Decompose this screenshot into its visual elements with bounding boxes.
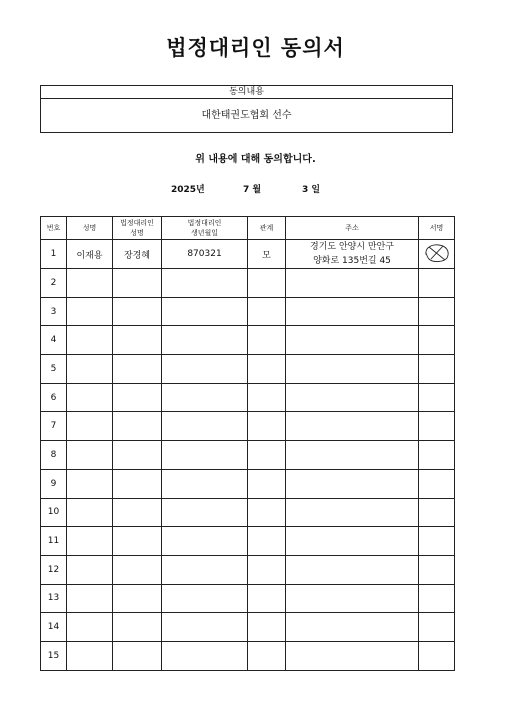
row-address [286, 355, 419, 384]
row-guardian-birth [162, 441, 248, 470]
row-name [67, 412, 113, 441]
row-number: 13 [41, 584, 67, 613]
table-row [41, 412, 455, 441]
table-row [41, 641, 455, 670]
row-number: 3 [41, 297, 67, 326]
header-no: 번호 [41, 217, 67, 240]
row-number: 8 [41, 441, 67, 470]
header-guardian-name-line2: 성명 [130, 229, 144, 237]
table-row [41, 441, 455, 470]
row-address [286, 613, 419, 642]
row-signature [419, 527, 455, 556]
row-guardian-birth [162, 297, 248, 326]
row-address [286, 555, 419, 584]
row-number: 15 [41, 641, 67, 670]
row-address [286, 469, 419, 498]
row-signature [419, 641, 455, 670]
row-number: 6 [41, 383, 67, 412]
row-relation [248, 613, 286, 642]
row-relation [248, 297, 286, 326]
row-relation: 모 [248, 240, 286, 269]
row-number: 7 [41, 412, 67, 441]
row-guardian-name [113, 584, 162, 613]
row-address [286, 269, 419, 298]
row-guardian-name [113, 269, 162, 298]
header-guardian-birth-line1: 법정대리인 [187, 219, 222, 227]
row-guardian-name [113, 355, 162, 384]
row-guardian-name [113, 641, 162, 670]
row-address [286, 527, 419, 556]
table-header-row [41, 217, 455, 240]
row-signature [419, 412, 455, 441]
document-title: 법정대리인 동의서 [166, 36, 345, 60]
row-guardian-name [113, 613, 162, 642]
header-guardian-birth [162, 217, 248, 240]
row-signature [419, 441, 455, 470]
row-number: 5 [41, 355, 67, 384]
row-guardian-birth [162, 355, 248, 384]
row-guardian-birth [162, 269, 248, 298]
table-row [41, 555, 455, 584]
row-address [286, 240, 419, 269]
row-guardian-name [113, 383, 162, 412]
row-name [67, 297, 113, 326]
row-signature [419, 269, 455, 298]
table-row [41, 469, 455, 498]
row-name [67, 555, 113, 584]
row-number: 10 [41, 498, 67, 527]
row-signature [419, 555, 455, 584]
row-signature [419, 326, 455, 355]
signature-mark [423, 242, 451, 264]
table-row [41, 584, 455, 613]
row-guardian-name: 장경혜 [113, 240, 162, 269]
row-relation [248, 498, 286, 527]
header-guardian-name [113, 217, 162, 240]
row-name [67, 269, 113, 298]
header-name: 성명 [67, 217, 113, 240]
table-row [41, 355, 455, 384]
row-guardian-birth [162, 555, 248, 584]
row-guardian-birth [162, 383, 248, 412]
row-name [67, 383, 113, 412]
table-row [41, 297, 455, 326]
table-row [41, 326, 455, 355]
row-guardian-birth [162, 469, 248, 498]
row-name [67, 326, 113, 355]
row-signature [419, 469, 455, 498]
row-name [67, 441, 113, 470]
row-relation [248, 412, 286, 441]
table-row [41, 613, 455, 642]
row-address [286, 412, 419, 441]
header-address: 주소 [286, 217, 419, 240]
row-guardian-birth [162, 584, 248, 613]
row-address [286, 326, 419, 355]
row-name [67, 498, 113, 527]
row-guardian-birth [162, 527, 248, 556]
row-signature [419, 240, 455, 269]
agree-statement: 위 내용에 대해 동의합니다. [195, 154, 316, 165]
row-guardian-birth [162, 641, 248, 670]
row-relation [248, 469, 286, 498]
row-address [286, 498, 419, 527]
consent-box [40, 85, 453, 133]
row-relation [248, 641, 286, 670]
table-row [41, 498, 455, 527]
row-name [67, 355, 113, 384]
row-relation [248, 527, 286, 556]
row-name [67, 469, 113, 498]
row-relation [248, 383, 286, 412]
consent-body: 대한태권도협회 선수 [201, 110, 292, 121]
row-signature [419, 584, 455, 613]
row-name [67, 584, 113, 613]
header-signature: 서명 [419, 217, 455, 240]
table-row [41, 240, 455, 269]
date-row [0, 182, 511, 194]
row-guardian-birth [162, 613, 248, 642]
row-guardian-name [113, 555, 162, 584]
row-guardian-name [113, 326, 162, 355]
row-name [67, 613, 113, 642]
row-guardian-name [113, 527, 162, 556]
date-month: 7 월 [243, 185, 262, 195]
row-address [286, 297, 419, 326]
header-relation: 관계 [248, 217, 286, 240]
row-address-line1: 경기도 안양시 만안구 [310, 242, 394, 252]
row-signature [419, 498, 455, 527]
header-guardian-name-line1: 법정대리인 [120, 219, 154, 227]
row-relation [248, 441, 286, 470]
row-guardian-name [113, 441, 162, 470]
row-guardian-name [113, 412, 162, 441]
row-name [67, 527, 113, 556]
row-relation [248, 269, 286, 298]
row-guardian-birth [162, 326, 248, 355]
row-guardian-name [113, 498, 162, 527]
row-address [286, 383, 419, 412]
row-guardian-name [113, 297, 162, 326]
row-signature [419, 355, 455, 384]
row-address [286, 641, 419, 670]
row-relation [248, 555, 286, 584]
row-number: 9 [41, 469, 67, 498]
row-signature [419, 297, 455, 326]
row-relation [248, 584, 286, 613]
row-relation [248, 326, 286, 355]
row-signature [419, 613, 455, 642]
date-day: 3 일 [302, 185, 321, 195]
guardian-table [40, 216, 455, 671]
row-guardian-name [113, 469, 162, 498]
row-name: 이재용 [67, 240, 113, 269]
row-address-line2: 양화로 135번길 45 [313, 256, 391, 266]
row-number: 12 [41, 555, 67, 584]
row-address [286, 584, 419, 613]
row-relation [248, 355, 286, 384]
row-number: 14 [41, 613, 67, 642]
row-number: 11 [41, 527, 67, 556]
row-name [67, 641, 113, 670]
header-guardian-birth-line2: 생년월일 [190, 229, 219, 237]
row-signature [419, 383, 455, 412]
row-number: 1 [41, 240, 67, 269]
table-row [41, 383, 455, 412]
row-guardian-birth: 870321 [162, 240, 248, 269]
row-number: 4 [41, 326, 67, 355]
row-guardian-birth [162, 412, 248, 441]
table-row [41, 269, 455, 298]
row-guardian-birth [162, 498, 248, 527]
consent-header: 동의내용 [41, 86, 452, 99]
date-year: 2025년 [171, 185, 205, 195]
row-number: 2 [41, 269, 67, 298]
row-address [286, 441, 419, 470]
table-row [41, 527, 455, 556]
